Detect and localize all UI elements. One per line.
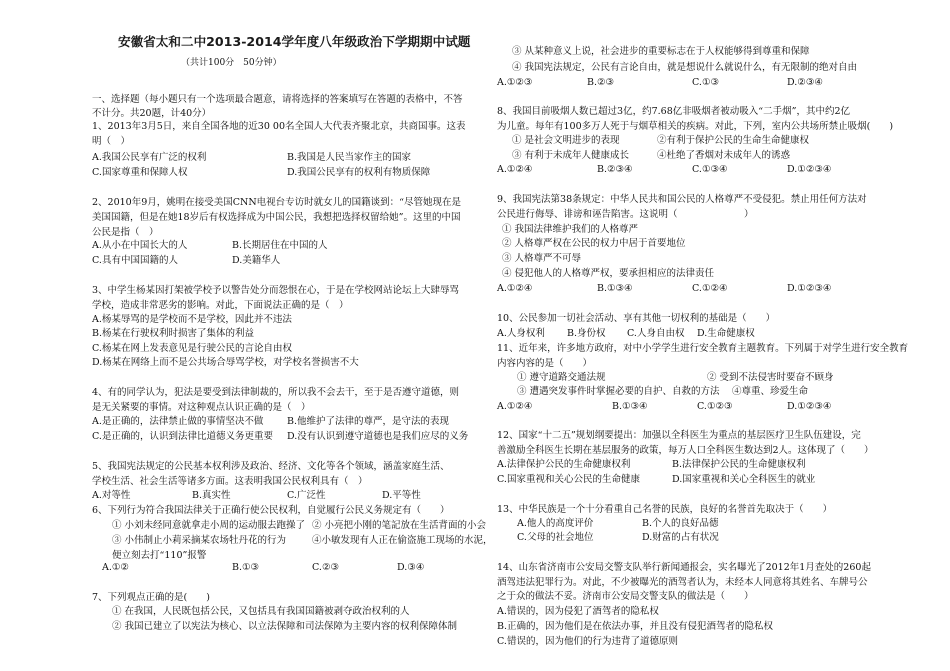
right-line: C.①②③ <box>697 401 733 412</box>
right-line: A.他人的高度评价 <box>517 518 594 529</box>
left-line: C.杨某在网上发表意见是行驶公民的言论自由权 <box>92 343 292 354</box>
right-line: ④ 侵犯他人的人格尊严权，要承担相应的法律责任 <box>502 268 715 279</box>
right-line: 14、山东省济南市公安局交警支队举行新闻通报会，实名曝光了2012年1月查处的260起 <box>497 562 871 573</box>
left-line: 是无关紧要的事情。对这种观点认识正确的是（ ） <box>92 402 311 413</box>
right-line: B.法律保护公民的生命健康权利 <box>672 459 806 470</box>
page-subtitle: （共计100分 50分钟） <box>181 58 282 68</box>
left-line: ② 我国已建立了以宪法为核心、以立法保障和司法保障为主要内容的权利保障体制 <box>112 621 458 632</box>
right-line: 公民进行侮辱、诽谤和诬告陷害。这说明（ ） <box>497 209 754 220</box>
right-line: 9、我国宪法第38条规定：中华人民共和国公民的人格尊严不受侵犯。禁止用任何方法对 <box>497 194 867 205</box>
left-line: A.对等性 <box>92 490 131 501</box>
right-line: 善激励全科医生长期在基层服务的政策，每万人口全科医生数达到2人。这体现了（ ） <box>497 445 874 456</box>
left-line: 2、2010年9月，姚明在接受美国CNN电视台专访时就女儿的国籍谈到：“尽管她现在是 <box>92 197 462 208</box>
right-line: C.①②④ <box>692 283 728 294</box>
right-line: ②有利于保护公民的生命生命健康权 <box>657 135 810 146</box>
left-line: B.长期居住在中国的人 <box>232 240 328 251</box>
left-line: ② 小亮把小刚的笔記放在生活背面的小会 <box>312 520 487 531</box>
right-line: B.个人的良好品德 <box>642 518 719 529</box>
left-line: ① 小刘未经同意就拿走小周的运动服去跑操了 <box>112 520 306 531</box>
left-line: 1、2013年3月5日，来自全国各地的近30 00名全国人大代表齐聚北京，共商国事。这表 <box>92 121 466 132</box>
left-line: 3、中学生杨某因打架被学校予以警告处分而怨恨在心，于是在学校网站论坛上大肆辱骂 <box>92 285 460 296</box>
left-line: 明（ ） <box>92 136 131 147</box>
left-line: B.他维护了法律的尊严，是守法的表现 <box>287 416 450 427</box>
left-line: D.杨某在网络上而不是公共场合辱骂学校，对学校名誉损害不大 <box>92 357 359 368</box>
right-line: ① 我国法律维护我们的人格尊严 <box>502 224 639 235</box>
right-line: A.①②④ <box>497 283 533 294</box>
right-line: 8、我国目前吸烟人数已超过3亿，约7.68亿非吸烟者被动吸入“二手烟”，其中约2亿 <box>497 106 850 117</box>
left-line: C.是正确的，认识到法律比道德义务更重要 <box>92 431 273 442</box>
right-line: A.①②③ <box>497 77 533 88</box>
right-line: 12、国家“十二五”规划纲要提出：加强以全科医生为重点的基层医疗卫生队伍建设，完 <box>497 430 861 441</box>
right-line: B.①③④ <box>597 283 633 294</box>
right-line: D.生命健康权 <box>697 328 755 339</box>
right-line: D.财富的占有状况 <box>642 532 719 543</box>
right-line: D.①②③④ <box>787 401 832 412</box>
right-line: ④尊重、珍爱生命 <box>732 386 809 397</box>
left-line: A.从小在中国长大的人 <box>92 240 188 251</box>
right-line: 13、中华民族是一个十分看重自己名誉的民族，良好的名誉首先取决于（ ） <box>497 504 833 515</box>
right-line: 内容内容的是（ ） <box>497 358 593 369</box>
right-line: 11、近年来，许多地方政府，对中小学学生进行安全教育主题教育。下列属于对学生进行安全教育 <box>497 343 909 354</box>
right-line: D.②③④ <box>787 77 823 88</box>
left-line: D.我国公民享有的权利有物质保障 <box>287 167 431 178</box>
right-line: 酒驾违法犯罪行为。对此，不少被曝光的酒驾者认为，未经本人同意将其姓名、车牌号公 <box>497 577 868 588</box>
right-line: C.错误的，因为他们的行为违背了道德原则 <box>497 636 678 647</box>
right-line: B.②③④ <box>597 164 633 175</box>
left-line: D.③④ <box>397 562 425 573</box>
right-line: 为儿童。每年有100多万人死于与烟草相关的疾病。对此，下列，室内公共场所禁止吸烟( ) <box>497 121 894 132</box>
right-line: A.法律保护公民的生命健康权利 <box>497 459 631 470</box>
left-line: 4、有的同学认为，犯法是要受到法律制裁的，所以我不会去干，至于是否遵守道德，则 <box>92 387 460 398</box>
right-line: C.①③④ <box>692 164 728 175</box>
left-line: C.国家尊重和保障人权 <box>92 167 188 178</box>
left-line: 学校生活、社会生活等诸多方面。这表明我国公民权利具有（ ） <box>92 476 368 487</box>
right-line: ① 是社会文明进步的表现 <box>512 135 620 146</box>
right-line: B.正确的，因为他们是在依法办事，并且没有侵犯酒驾者的隐私权 <box>497 621 774 632</box>
left-line: D.美籍华人 <box>232 255 281 266</box>
right-line: A.错误的，因为侵犯了酒驾者的隐私权 <box>497 606 659 617</box>
right-line: A.①②④ <box>497 401 533 412</box>
right-line: ④ 我国宪法规定，公民有言论自由，就是想说什么就说什么，有无限制的绝对自由 <box>512 62 858 73</box>
left-line: B.杨某在行驶权利时损害了集体的利益 <box>92 328 255 339</box>
right-line: D.①②③④ <box>787 164 832 175</box>
right-line: A.人身权利 <box>497 328 545 339</box>
right-line: ③ 从某种意义上说，社会进步的重要标志在于人权能够得到尊重和保障 <box>512 46 810 57</box>
right-line: ① 遵守道路交通法规 <box>517 372 606 383</box>
left-line: 一、选择题（每小题只有一个选项最合题意，请将选择的答案填写在答题的表格中，不答 <box>92 94 463 105</box>
left-line: 6、下列行为符合我国法律关于正确行使公民权利，自觉履行公民义务规定有（ ） <box>92 505 450 516</box>
left-line: A.①② <box>102 562 129 573</box>
left-line: A.我国公民享有广泛的权利 <box>92 152 207 163</box>
left-line: 学校，造成非常恶劣的影响。对此，下面说法正确的是（ ） <box>92 300 349 311</box>
right-line: C.人身自由权 <box>627 328 685 339</box>
right-line: A.①②④ <box>497 164 533 175</box>
left-line: ④小敏发现有人正在偷盗施工现场的水泥， <box>312 535 493 546</box>
right-line: C.国家重视和关心公民的生命健康 <box>497 474 640 485</box>
left-line: B.我国是人民当家作主的国家 <box>287 152 412 163</box>
left-line: 7、下列观点正确的是( ) <box>92 592 210 603</box>
right-line: B.身份权 <box>567 328 606 339</box>
page-title: 安徽省太和二中2013-2014学年度八年级政治下学期期中试题 <box>118 34 471 49</box>
left-line: 便立刻去打“110”报警 <box>112 550 207 561</box>
right-line: ④杜绝了香烟对未成年人的诱惑 <box>657 150 791 161</box>
left-line: 不计分。共20题，计40分） <box>92 108 212 119</box>
left-line: 公民是指（ ） <box>92 227 159 238</box>
right-line: B.①③④ <box>612 401 648 412</box>
right-line: D.国家重视和关心全科医生的就业 <box>672 474 816 485</box>
right-line: ③ 遭遇突发事件时掌握必要的自护、自救的方法 <box>517 386 720 397</box>
right-line: ② 人格尊严权在公民的权力中居于首要地位 <box>502 238 686 249</box>
left-line: A.是正确的，法律禁止做的事情坚决不做 <box>92 416 264 427</box>
left-line: C.②③ <box>312 562 339 573</box>
left-line: A.杨某辱骂的是学校而不是学校，因此并不违法 <box>92 314 292 325</box>
right-line: 之于众的做法不妥。济南市公安局交警支队的做法是（ ） <box>497 591 754 602</box>
right-line: ③ 人格尊严不可辱 <box>502 253 582 264</box>
right-line: ③ 有利于未成年人健康成长 <box>512 150 630 161</box>
right-line: B.②③ <box>587 77 615 88</box>
left-line: ① 在我国，人民既包括公民，又包括具有我国国籍被剥夺政治权利的人 <box>112 606 410 617</box>
left-line: C.具有中国国籍的人 <box>92 255 178 266</box>
right-line: C.①③ <box>692 77 719 88</box>
right-line: 10、公民参加一切社会活动、享有其他一切权利的基础是（ ） <box>497 313 776 324</box>
left-line: D.没有认识到遵守道德也是我们应尽的义务 <box>287 431 469 442</box>
left-line: B.真实性 <box>192 490 231 501</box>
left-line: 5、我国宪法规定的公民基本权利涉及政治、经济、文化等各个领域，涵盖家庭生活、 <box>92 461 450 472</box>
left-line: B.①③ <box>232 562 260 573</box>
right-line: ② 受到不法侵害时要奋不顾身 <box>707 372 834 383</box>
left-line: ③ 小伟制止小莉采摘某农场牡丹花的行为 <box>112 535 287 546</box>
left-line: C.广泛性 <box>287 490 326 501</box>
right-line: D.①②③④ <box>787 283 832 294</box>
left-line: D.平等性 <box>382 490 421 501</box>
left-line: 美国国籍，但是在她18岁后有权选择成为中国公民，我想把选择权留给她”。这里的中国 <box>92 212 461 223</box>
right-line: C.父母的社会地位 <box>517 532 594 543</box>
